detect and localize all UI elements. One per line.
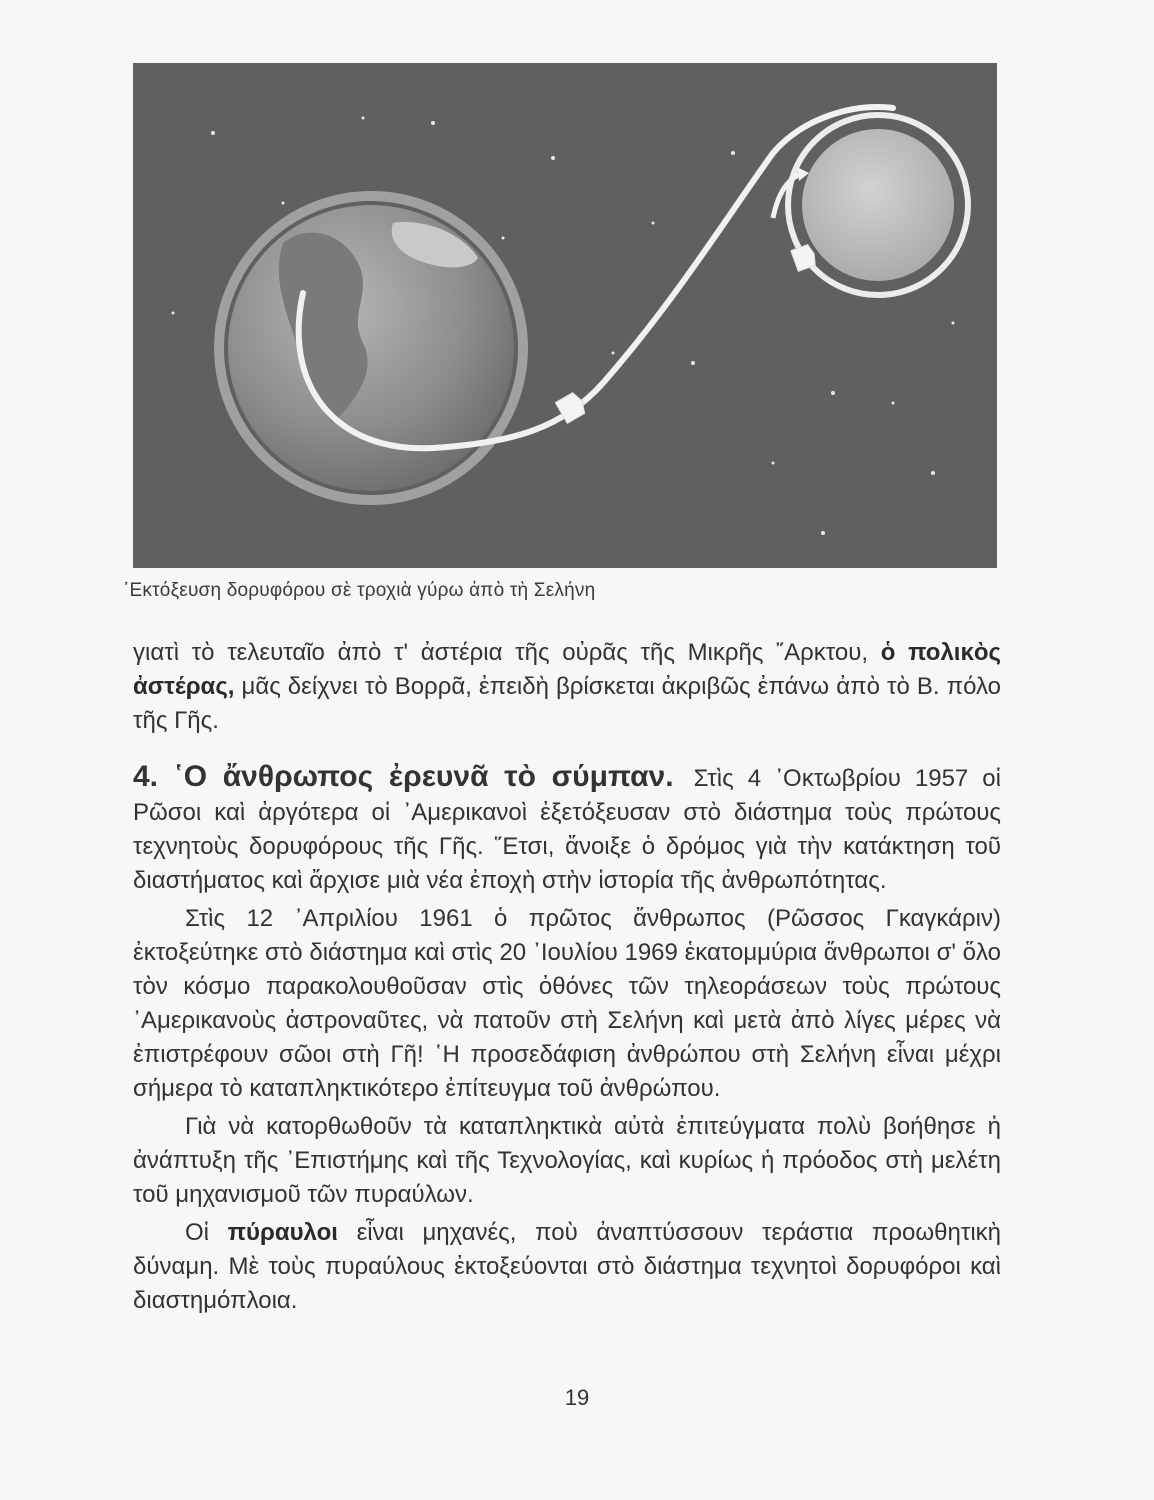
section-4-text: Στὶς 4 ᾿Οκτωβρίου 1957 οἱ Ρῶσοι καὶ ἀργότερα οἱ ᾿Αμερικανοὶ ἐξετόξευσαν στὸ διάστημα τοὺς πρώτους τεχνητοὺς δορυφόρους τῆς Γῆς. ῞Ετσι, ἄνοιξε ὁ δρόμος γιὰ τὴν κατάκτηση τοῦ διαστήματος καὶ ἄρχισε μιὰ νέα ἐποχὴ στὴν ἱστορία τῆς ἀνθρωπότητας.: [133, 765, 1001, 894]
section-4-paragraph: [133, 760, 1001, 898]
paragraph-rockets: [133, 1216, 1001, 1318]
page-number: 19: [564, 1385, 590, 1410]
text-segment: μᾶς δείχνει τὸ Βορρᾶ, ἐπειδὴ βρίσκεται ἀκριβῶς ἐπάνω ἀπὸ τὸ Β. πόλο τῆς Γῆς.: [133, 673, 1001, 734]
section-heading: 4. ῾Ο ἄνθρωπος ἐρευνᾶ τὸ σύμπαν.: [133, 760, 674, 793]
moon: [802, 129, 954, 281]
figure-caption: ᾿Εκτόξευση δορυφόρου σὲ τροχιὰ γύρω ἀπὸ τὴ Σελήνη: [123, 580, 596, 601]
illustration-satellite-launch: [133, 63, 997, 568]
earth: [228, 205, 514, 491]
text-segment: Οἱ: [185, 1219, 228, 1246]
paragraph-polaris: [133, 636, 1001, 738]
bold-term-rockets: πύραυλοι: [227, 1219, 338, 1246]
body-text: [133, 636, 1001, 1318]
paragraph-gagarin-moon: Στὶς 12 ᾿Απριλίου 1961 ὁ πρῶτος ἄνθρωπος (Ρῶσσος Γκαγκάριν) ἐκτοξεύτηκε στὸ διάστημα καὶ στὶς 20 ᾿Ιουλίου 1969 ἑκατομμύρια ἄνθρωποι σ' ὅλο τὸν κόσμο παρακολουθοῦσαν στὶς ὀθόνες τῶν τηλεοράσεων τοὺς πρώτους ᾿Αμερικανοὺς ἀστροναῦτες, νὰ πατοῦν στὴ Σελήνη καὶ μετὰ ἀπὸ λίγες μέρες νὰ ἐπιστρέφουν σῶοι στὴ Γῆ! ῾Η προσεδάφιση ἀνθρώπου στὴ Σελήνη εἶναι μέχρι σήμερα τὸ καταπληκτικότερο ἐπίτευγμα τοῦ ἀνθρώπου.: [133, 905, 1001, 1102]
text-segment: γιατὶ τὸ τελευταῖο ἀπὸ τ' ἀστέρια τῆς οὐρᾶς τῆς Μικρῆς ῎Αρκτου,: [133, 639, 881, 666]
earth-moon-illustration: [133, 63, 997, 568]
text-segment: εἶναι μηχανές, ποὺ ἀναπτύσσουν τεράστια προωθητικὴ δύναμη. Μὲ τοὺς πυραύλους ἐκτοξεύονται στὸ διάστημα τεχνητοὶ δορυφόροι καὶ διαστημόπλοια.: [133, 1219, 1001, 1314]
bold-term-polaris: ὁ πολικὸς ἀστέρας,: [133, 639, 1001, 700]
paragraph-science-technology: Γιὰ νὰ κατορθωθοῦν τὰ καταπληκτικὰ αὐτὰ ἐπιτεύγματα πολὺ βοήθησε ἡ ἀνάπτυξη τῆς ᾿Επιστήμης καὶ τῆς Τεχνολογίας, καὶ κυρίως ἡ πρόοδος στὴ μελέτη τοῦ μηχανισμοῦ τῶν πυραύλων.: [133, 1113, 1001, 1208]
